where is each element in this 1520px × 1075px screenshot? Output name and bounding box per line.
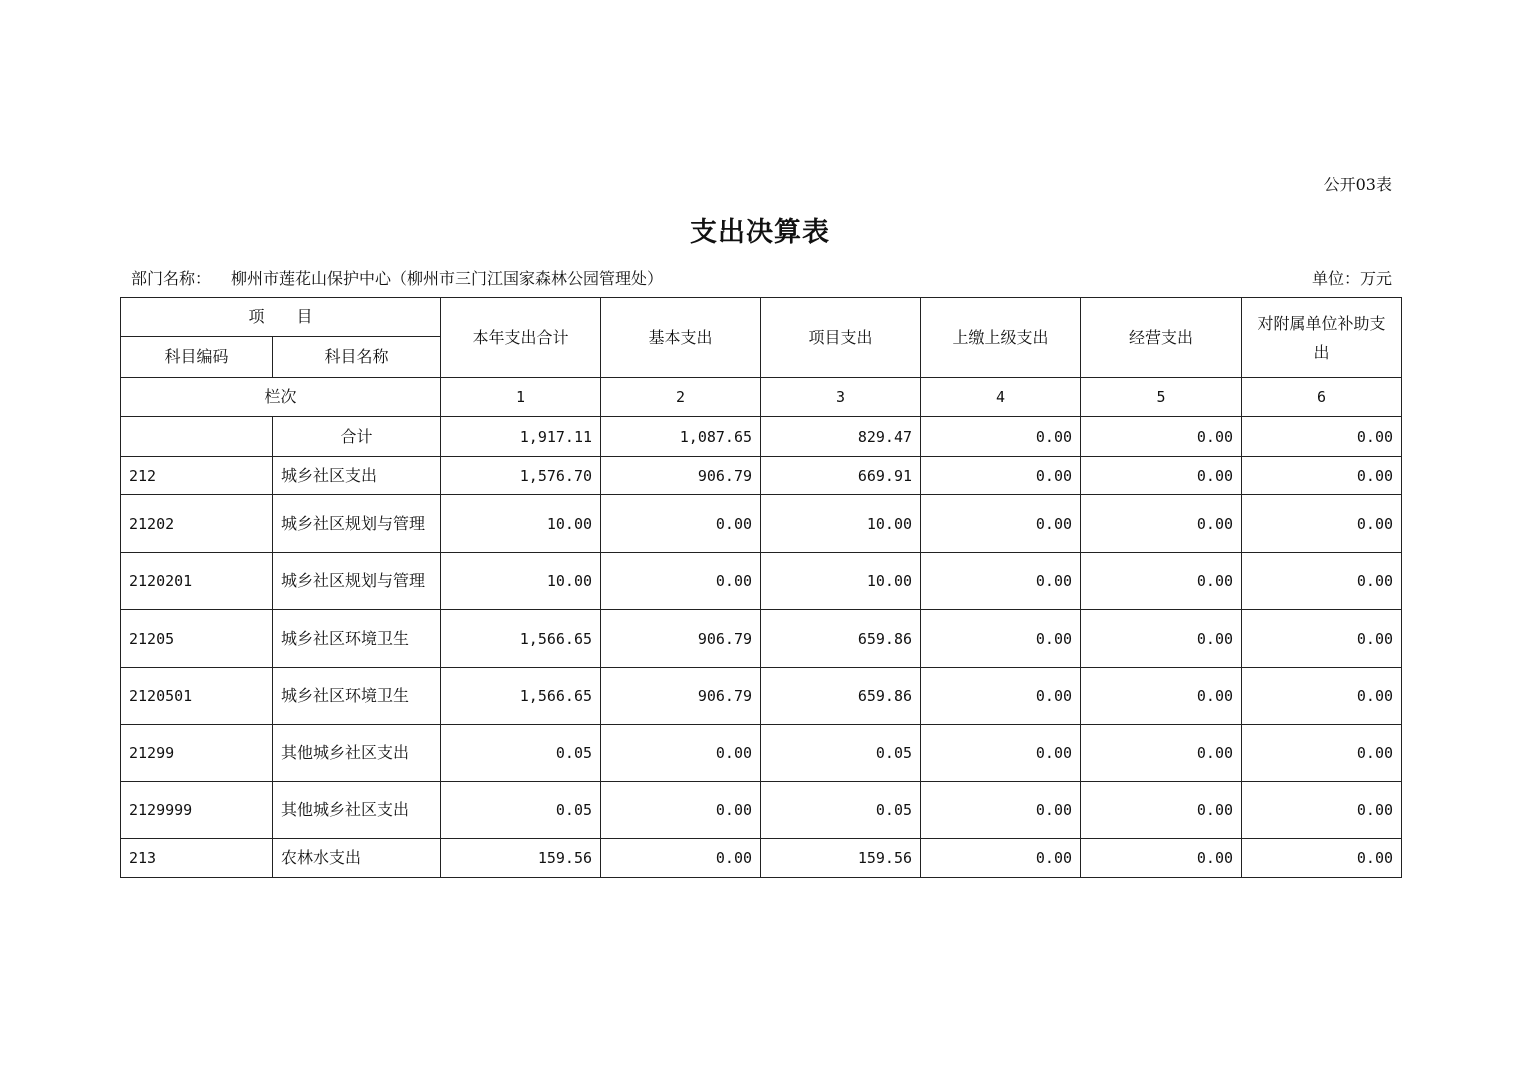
amount-cell: 0.00 xyxy=(601,553,761,610)
amount-cell: 159.56 xyxy=(761,839,921,878)
subject-name: 城乡社区环境卫生 xyxy=(273,610,441,668)
amount-cell: 906.79 xyxy=(601,668,761,725)
amount-cell: 0.00 xyxy=(1081,668,1242,725)
amount-cell: 0.00 xyxy=(1242,610,1402,668)
department-line xyxy=(131,266,663,289)
unit-label: 单位：万元 xyxy=(1311,269,1392,288)
subject-code: 21299 xyxy=(121,725,273,782)
subject-code: 212 xyxy=(121,457,273,495)
amount-cell: 0.00 xyxy=(1242,782,1402,839)
amount-cell: 669.91 xyxy=(761,457,921,495)
department-label: 部门名称： xyxy=(131,269,212,288)
amount-cell: 0.00 xyxy=(921,610,1081,668)
table-row xyxy=(121,668,1402,725)
header-row-1 xyxy=(121,298,1402,337)
amount-cell: 906.79 xyxy=(601,457,761,495)
amount-cell: 0.00 xyxy=(921,725,1081,782)
col-number: 4 xyxy=(921,378,1081,417)
amount-cell: 0.05 xyxy=(761,782,921,839)
subject-code: 2129999 xyxy=(121,782,273,839)
amount-cell: 0.00 xyxy=(1081,782,1242,839)
amount-cell: 10.00 xyxy=(441,495,601,553)
amount-cell: 0.00 xyxy=(921,839,1081,878)
amount-cell: 1,566.65 xyxy=(441,668,601,725)
subject-code: 213 xyxy=(121,839,273,878)
amount-cell: 1,576.70 xyxy=(441,457,601,495)
amount-cell: 0.00 xyxy=(601,725,761,782)
amount-cell: 0.00 xyxy=(1081,495,1242,553)
total-code-cell xyxy=(121,417,273,457)
amount-cell: 10.00 xyxy=(441,553,601,610)
col-header-remit: 上缴上级支出 xyxy=(921,298,1081,378)
amount-cell: 10.00 xyxy=(761,495,921,553)
name-header: 科目名称 xyxy=(273,337,441,378)
amount-cell: 0.00 xyxy=(601,782,761,839)
department-name: 柳州市莲花山保护中心（柳州市三门江国家森林公园管理处） xyxy=(231,269,664,288)
amount-cell: 1,566.65 xyxy=(441,610,601,668)
total-value: 829.47 xyxy=(761,417,921,457)
amount-cell: 0.05 xyxy=(761,725,921,782)
col-header-basic: 基本支出 xyxy=(601,298,761,378)
col-header-operating: 经营支出 xyxy=(1081,298,1242,378)
code-header: 科目编码 xyxy=(121,337,273,378)
amount-cell: 0.00 xyxy=(921,668,1081,725)
col-number: 2 xyxy=(601,378,761,417)
amount-cell: 659.86 xyxy=(761,668,921,725)
amount-cell: 0.00 xyxy=(1242,725,1402,782)
subject-name: 城乡社区支出 xyxy=(273,457,441,495)
amount-cell: 0.05 xyxy=(441,782,601,839)
col-number: 6 xyxy=(1242,378,1402,417)
col-header-subsidy: 对附属单位补助支出 xyxy=(1242,298,1402,378)
subject-code: 2120201 xyxy=(121,553,273,610)
amount-cell: 0.00 xyxy=(1081,553,1242,610)
amount-cell: 906.79 xyxy=(601,610,761,668)
amount-cell: 0.00 xyxy=(1081,839,1242,878)
amount-cell: 0.00 xyxy=(601,495,761,553)
index-row xyxy=(121,378,1402,417)
total-label: 合计 xyxy=(273,417,441,457)
table-row xyxy=(121,725,1402,782)
amount-cell: 0.00 xyxy=(921,553,1081,610)
amount-cell: 0.00 xyxy=(1242,553,1402,610)
table-row xyxy=(121,782,1402,839)
amount-cell: 10.00 xyxy=(761,553,921,610)
subject-name: 城乡社区规划与管理 xyxy=(273,553,441,610)
total-row xyxy=(121,417,1402,457)
row-index-label: 栏次 xyxy=(121,378,441,417)
form-number: 公开03表 xyxy=(1323,175,1392,194)
amount-cell: 0.00 xyxy=(1242,457,1402,495)
table-row xyxy=(121,495,1402,553)
col-number: 5 xyxy=(1081,378,1242,417)
subject-name: 其他城乡社区支出 xyxy=(273,782,441,839)
amount-cell: 0.00 xyxy=(921,495,1081,553)
page-title: 支出决算表 xyxy=(690,217,830,248)
col-header-total: 本年支出合计 xyxy=(441,298,601,378)
amount-cell: 0.00 xyxy=(1242,668,1402,725)
col-header-project: 项目支出 xyxy=(761,298,921,378)
table-row xyxy=(121,610,1402,668)
subject-name: 城乡社区规划与管理 xyxy=(273,495,441,553)
col-number: 3 xyxy=(761,378,921,417)
subject-name: 城乡社区环境卫生 xyxy=(273,668,441,725)
subject-code: 2120501 xyxy=(121,668,273,725)
amount-cell: 0.05 xyxy=(441,725,601,782)
col-number: 1 xyxy=(441,378,601,417)
amount-cell: 0.00 xyxy=(1081,725,1242,782)
amount-cell: 0.00 xyxy=(1081,610,1242,668)
subject-code: 21205 xyxy=(121,610,273,668)
amount-cell: 659.86 xyxy=(761,610,921,668)
total-value: 0.00 xyxy=(1081,417,1242,457)
amount-cell: 0.00 xyxy=(1081,457,1242,495)
total-value: 1,917.11 xyxy=(441,417,601,457)
amount-cell: 159.56 xyxy=(441,839,601,878)
amount-cell: 0.00 xyxy=(601,839,761,878)
amount-cell: 0.00 xyxy=(1242,495,1402,553)
table-row xyxy=(121,553,1402,610)
subject-name: 其他城乡社区支出 xyxy=(273,725,441,782)
expenditure-table xyxy=(120,297,1402,878)
total-value: 0.00 xyxy=(1242,417,1402,457)
subject-name: 农林水支出 xyxy=(273,839,441,878)
amount-cell: 0.00 xyxy=(1242,839,1402,878)
subject-code: 21202 xyxy=(121,495,273,553)
amount-cell: 0.00 xyxy=(921,457,1081,495)
project-header: 项 目 xyxy=(121,298,441,337)
amount-cell: 0.00 xyxy=(921,782,1081,839)
table-row xyxy=(121,457,1402,495)
total-value: 1,087.65 xyxy=(601,417,761,457)
total-value: 0.00 xyxy=(921,417,1081,457)
table-row xyxy=(121,839,1402,878)
